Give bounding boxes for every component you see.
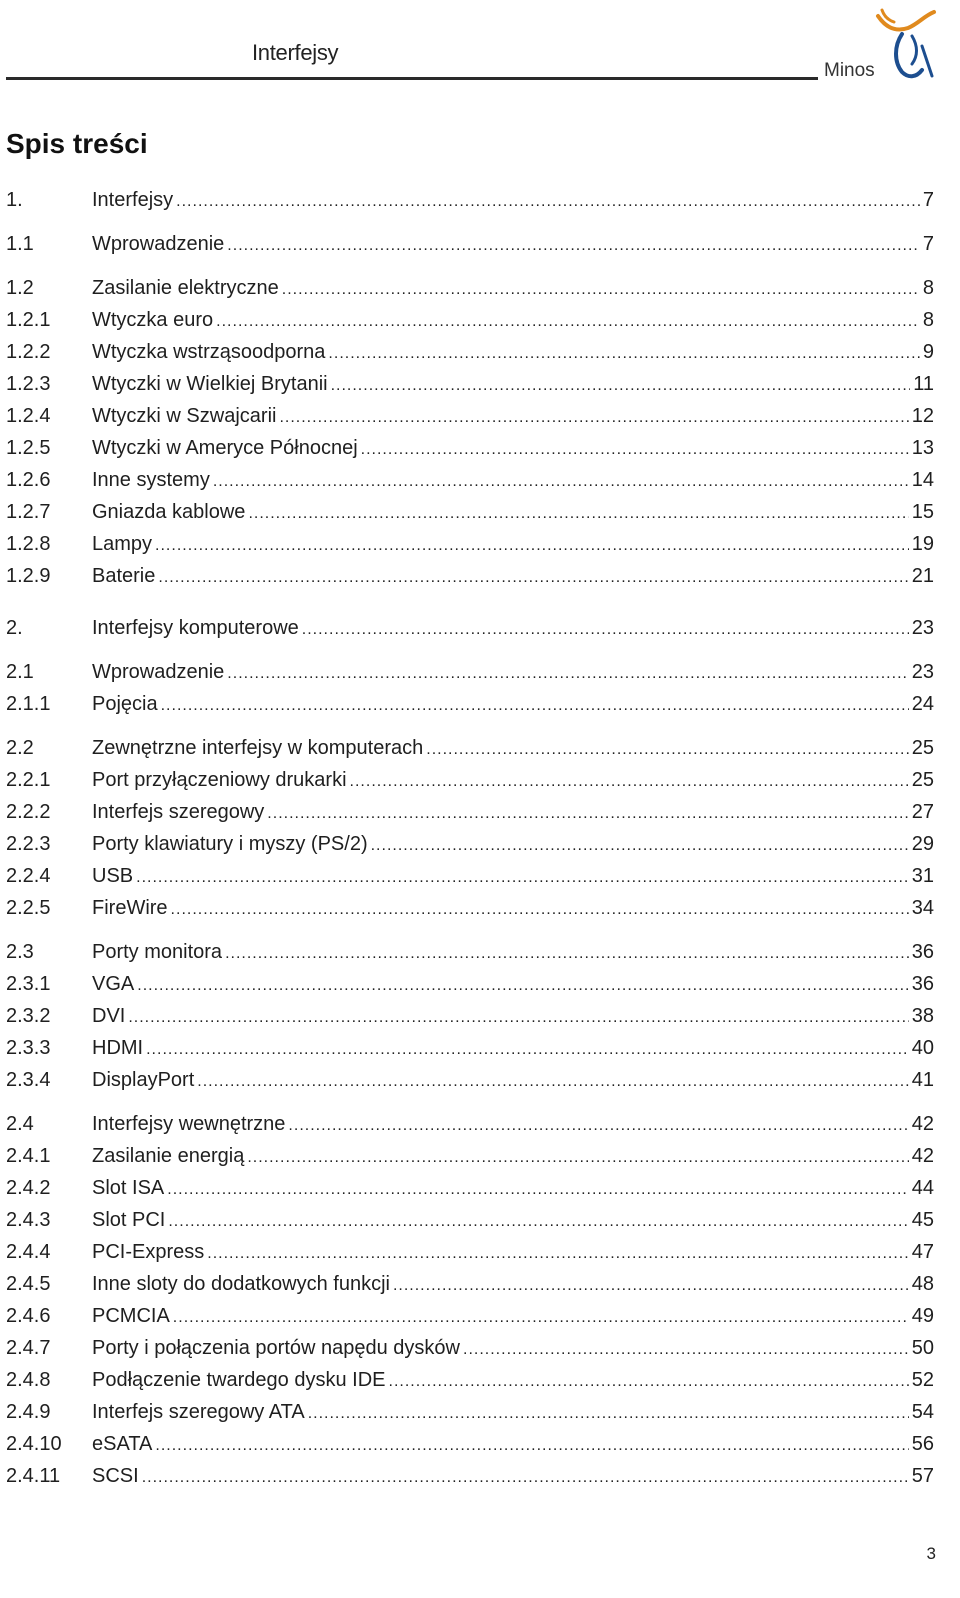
toc-entry-number: 2.4.3 xyxy=(6,1209,51,1231)
toc-entry-number: 1.2.1 xyxy=(6,309,51,331)
toc-entry-number: 1.1 xyxy=(6,233,34,255)
toc-dot-leader xyxy=(288,1112,908,1140)
toc-entry-title: Porty i połączenia portów napędu dysków xyxy=(92,1337,460,1359)
toc-dot-leader xyxy=(247,1144,908,1172)
toc-entry-page: 36 xyxy=(911,973,934,995)
toc-entry-title: Porty klawiatury i myszy (PS/2) xyxy=(92,833,368,855)
toc-entry[interactable] xyxy=(6,1334,934,1362)
toc-entry-number: 2.4.5 xyxy=(6,1273,51,1295)
page-header xyxy=(0,0,960,95)
toc-entry-page: 42 xyxy=(911,1113,934,1135)
toc-dot-leader xyxy=(213,468,909,496)
toc-entry-number: 1.2.6 xyxy=(6,469,51,491)
toc-entry-page: 15 xyxy=(911,501,934,523)
toc-entry-title: PCI-Express xyxy=(92,1241,205,1263)
toc-entry-title: Lampy xyxy=(92,533,153,555)
toc-entry-page: 8 xyxy=(922,277,934,299)
toc-dot-leader xyxy=(158,564,908,592)
toc-entry-number: 2.4.7 xyxy=(6,1337,51,1359)
header-title: Interfejsy xyxy=(252,40,339,65)
toc-entry-page: 42 xyxy=(911,1145,934,1167)
toc-entry-number: 1.2.3 xyxy=(6,373,51,395)
toc-entry[interactable] xyxy=(6,1302,934,1330)
toc-entry-number: 2.4.1 xyxy=(6,1145,51,1167)
toc-entry-number: 2.2.4 xyxy=(6,865,51,887)
toc-entry-number: 2.2.1 xyxy=(6,769,51,791)
toc-entry-number: 2.3 xyxy=(6,941,34,963)
toc-entry-number: 2.3.1 xyxy=(6,973,51,995)
toc-dot-leader xyxy=(173,1304,909,1332)
toc-entry-title: Wtyczki w Szwajcarii xyxy=(92,405,277,427)
toc-entry-page: 27 xyxy=(911,801,934,823)
toc-entry-title: Zewnętrzne interfejsy w komputerach xyxy=(92,737,424,759)
toc-dot-leader xyxy=(248,500,908,528)
toc-entry-title: Interfejs szeregowy ATA xyxy=(92,1401,305,1423)
toc-dot-leader xyxy=(167,1176,908,1204)
toc-entry[interactable] xyxy=(6,862,934,890)
toc-entry[interactable] xyxy=(6,798,934,826)
toc-entry[interactable] xyxy=(6,938,934,966)
toc-entry-title: Inne sloty do dodatkowych funkcji xyxy=(92,1273,390,1295)
toc-entry-title: Wtyczka euro xyxy=(92,309,214,331)
toc-entry-page: 31 xyxy=(911,865,934,887)
toc-entry-page: 45 xyxy=(911,1209,934,1231)
toc-dot-leader xyxy=(155,532,909,560)
toc-entry-number: 2. xyxy=(6,617,23,639)
toc-entry-title: USB xyxy=(92,865,134,887)
toc-entry-title: DisplayPort xyxy=(92,1069,195,1091)
toc-entry-page: 56 xyxy=(911,1433,934,1455)
toc-entry-page: 8 xyxy=(922,309,934,331)
toc-entry-page: 12 xyxy=(911,405,934,427)
toc-entry-page: 23 xyxy=(911,617,934,639)
toc-entry[interactable] xyxy=(6,370,934,398)
toc-dot-leader xyxy=(128,1004,908,1032)
toc-entry-number: 2.2 xyxy=(6,737,34,759)
toc-entry-title: Interfejsy xyxy=(92,189,174,211)
toc-entry-title: eSATA xyxy=(92,1433,153,1455)
toc-entry-number: 2.2.5 xyxy=(6,897,51,919)
toc-entry-number: 2.3.4 xyxy=(6,1069,51,1091)
toc-entry-title: HDMI xyxy=(92,1037,144,1059)
toc-dot-leader xyxy=(207,1240,909,1268)
toc-dot-leader xyxy=(225,940,909,968)
toc-entry-number: 2.2.2 xyxy=(6,801,51,823)
toc-entry[interactable] xyxy=(6,1462,934,1490)
toc-entry-number: 2.4.4 xyxy=(6,1241,51,1263)
toc-dot-leader xyxy=(227,660,908,688)
toc-entry-page: 40 xyxy=(911,1037,934,1059)
toc-entry[interactable] xyxy=(6,614,934,642)
toc-entry-page: 13 xyxy=(911,437,934,459)
toc-entry-title: Wprowadzenie xyxy=(92,233,225,255)
toc-dot-leader xyxy=(279,404,908,432)
toc-entry-title: Slot ISA xyxy=(92,1177,165,1199)
toc-entry[interactable] xyxy=(6,230,934,258)
toc-dot-leader xyxy=(426,736,909,764)
toc-dot-leader xyxy=(331,372,911,400)
toc-entry-page: 47 xyxy=(911,1241,934,1263)
toc-entry-page: 57 xyxy=(911,1465,934,1487)
header-rule xyxy=(6,77,818,80)
toc-entry-page: 50 xyxy=(911,1337,934,1359)
toc-entry[interactable] xyxy=(6,186,934,214)
toc-entry-number: 2.4.11 xyxy=(6,1465,61,1487)
toc-dot-leader xyxy=(137,972,909,1000)
toc-entry-number: 1.2 xyxy=(6,277,34,299)
toc-entry[interactable] xyxy=(6,690,934,718)
toc-entry-page: 29 xyxy=(911,833,934,855)
toc-entry-page: 34 xyxy=(911,897,934,919)
toc-entry-title: Wtyczki w Ameryce Północnej xyxy=(92,437,358,459)
toc-entry[interactable] xyxy=(6,766,934,794)
toc-entry-page: 14 xyxy=(911,469,934,491)
toc-entry-number: 2.4.6 xyxy=(6,1305,51,1327)
toc-dot-leader xyxy=(463,1336,909,1364)
toc-entry-title: FireWire xyxy=(92,897,168,919)
toc-dot-leader xyxy=(302,616,909,644)
toc-dot-leader xyxy=(371,832,909,860)
toc-entry-title: Wprowadzenie xyxy=(92,661,225,683)
toc-entry-title: Gniazda kablowe xyxy=(92,501,246,523)
toc-entry[interactable] xyxy=(6,466,934,494)
page-number: 3 xyxy=(926,1544,936,1563)
toc-entry[interactable] xyxy=(6,338,934,366)
toc-entry-page: 25 xyxy=(911,737,934,759)
toc-entry[interactable] xyxy=(6,1206,934,1234)
toc-entry-title: DVI xyxy=(92,1005,126,1027)
toc-dot-leader xyxy=(142,1464,909,1492)
toc-entry[interactable] xyxy=(6,830,934,858)
toc-entry-page: 9 xyxy=(922,341,934,363)
toc-entry[interactable] xyxy=(6,1110,934,1138)
toc-entry-number: 1.2.7 xyxy=(6,501,51,523)
toc-entry-title: Baterie xyxy=(92,565,156,587)
toc-entry-title: Interfejsy komputerowe xyxy=(92,617,299,639)
toc-entry-page: 48 xyxy=(911,1273,934,1295)
toc-entry-title: Zasilanie energią xyxy=(92,1145,245,1167)
toc-dot-leader xyxy=(161,692,909,720)
toc-entry-title: PCMCIA xyxy=(92,1305,170,1327)
toc-entry-number: 1.2.8 xyxy=(6,533,51,555)
toc-entry-page: 54 xyxy=(911,1401,934,1423)
toc-entry-page: 25 xyxy=(911,769,934,791)
toc-entry[interactable] xyxy=(6,434,934,462)
toc-entry-number: 1. xyxy=(6,189,23,211)
toc-entry-title: VGA xyxy=(92,973,135,995)
toc-entry-title: Port przyłączeniowy drukarki xyxy=(92,769,347,791)
toc-entry[interactable] xyxy=(6,1430,934,1458)
toc-entry-page: 21 xyxy=(911,565,934,587)
toc-entry[interactable] xyxy=(6,530,934,558)
toc-entry-title: Zasilanie elektryczne xyxy=(92,277,279,299)
toc-entry-number: 2.1 xyxy=(6,661,34,683)
toc-dot-leader xyxy=(155,1432,908,1460)
minos-logo xyxy=(872,6,942,86)
toc-entry[interactable] xyxy=(6,402,934,430)
toc-entry[interactable] xyxy=(6,1238,934,1266)
toc-entry-title: Wtyczka wstrząsoodporna xyxy=(92,341,326,363)
toc-entry-number: 2.4.10 xyxy=(6,1433,62,1455)
toc-dot-leader xyxy=(176,188,920,216)
toc-dot-leader xyxy=(282,276,920,304)
toc-entry[interactable] xyxy=(6,498,934,526)
toc-dot-leader xyxy=(328,340,919,368)
toc-entry[interactable] xyxy=(6,1066,934,1094)
toc-entry-page: 7 xyxy=(922,189,934,211)
toc-entry-page: 7 xyxy=(922,233,934,255)
toc-entry-page: 23 xyxy=(911,661,934,683)
toc-entry-page: 44 xyxy=(911,1177,934,1199)
toc-entry-number: 2.3.3 xyxy=(6,1037,51,1059)
toc-entry-number: 1.2.4 xyxy=(6,405,51,427)
toc-entry-page: 24 xyxy=(911,693,934,715)
toc-entry-title: Interfejs szeregowy xyxy=(92,801,265,823)
toc-entry-number: 1.2.5 xyxy=(6,437,51,459)
toc-entry[interactable] xyxy=(6,1398,934,1426)
toc-entry-title: Podłączenie twardego dysku IDE xyxy=(92,1369,386,1391)
toc-entry[interactable] xyxy=(6,1270,934,1298)
toc-entry-title: Inne systemy xyxy=(92,469,210,491)
toc-entry[interactable] xyxy=(6,306,934,334)
toc-entry-number: 2.2.3 xyxy=(6,833,51,855)
toc-entry[interactable] xyxy=(6,562,934,590)
toc-entry-number: 2.4.8 xyxy=(6,1369,51,1391)
toc-entry[interactable] xyxy=(6,1034,934,1062)
toc-entry-page: 38 xyxy=(911,1005,934,1027)
toc-heading: Spis treści xyxy=(6,128,148,159)
toc-dot-leader xyxy=(361,436,909,464)
toc-dot-leader xyxy=(389,1368,909,1396)
toc-entry-page: 11 xyxy=(913,373,934,395)
toc-entry[interactable] xyxy=(6,1142,934,1170)
toc-entry-page: 36 xyxy=(911,941,934,963)
toc-dot-leader xyxy=(168,1208,908,1236)
toc-dot-leader xyxy=(171,896,909,924)
toc-entry[interactable] xyxy=(6,1366,934,1394)
toc-entry-title: Wtyczki w Wielkiej Brytanii xyxy=(92,373,328,395)
toc-entry-number: 2.3.2 xyxy=(6,1005,51,1027)
brand-name: Minos xyxy=(824,60,875,81)
toc-entry-number: 1.2.2 xyxy=(6,341,51,363)
toc-entry-number: 1.2.9 xyxy=(6,565,51,587)
toc-dot-leader xyxy=(267,800,908,828)
toc-entry-page: 52 xyxy=(911,1369,934,1391)
toc-entry-page: 19 xyxy=(911,533,934,555)
toc-entry[interactable] xyxy=(6,1002,934,1030)
toc-dot-leader xyxy=(136,864,909,892)
toc-entry-title: Porty monitora xyxy=(92,941,223,963)
toc-dot-leader xyxy=(350,768,909,796)
toc-entry-number: 2.1.1 xyxy=(6,693,51,715)
toc-entry-title: SCSI xyxy=(92,1465,139,1487)
toc-dot-leader xyxy=(216,308,920,336)
toc-entry-number: 2.4 xyxy=(6,1113,34,1135)
toc-dot-leader xyxy=(197,1068,908,1096)
toc-dot-leader xyxy=(308,1400,909,1428)
toc-entry[interactable] xyxy=(6,970,934,998)
toc-dot-leader xyxy=(227,232,920,260)
toc-entry[interactable] xyxy=(6,734,934,762)
toc-entry-title: Pojęcia xyxy=(92,693,158,715)
toc-dot-leader xyxy=(146,1036,909,1064)
toc-entry-page: 41 xyxy=(911,1069,934,1091)
toc-entry-page: 49 xyxy=(911,1305,934,1327)
toc-entry-number: 2.4.9 xyxy=(6,1401,51,1423)
toc-entry-title: Interfejsy wewnętrzne xyxy=(92,1113,286,1135)
toc-entry[interactable] xyxy=(6,894,934,922)
toc-dot-leader xyxy=(393,1272,909,1300)
toc-entry-number: 2.4.2 xyxy=(6,1177,51,1199)
toc-entry[interactable] xyxy=(6,274,934,302)
toc-entry[interactable] xyxy=(6,658,934,686)
toc-entry-title: Slot PCI xyxy=(92,1209,166,1231)
toc-entry[interactable] xyxy=(6,1174,934,1202)
